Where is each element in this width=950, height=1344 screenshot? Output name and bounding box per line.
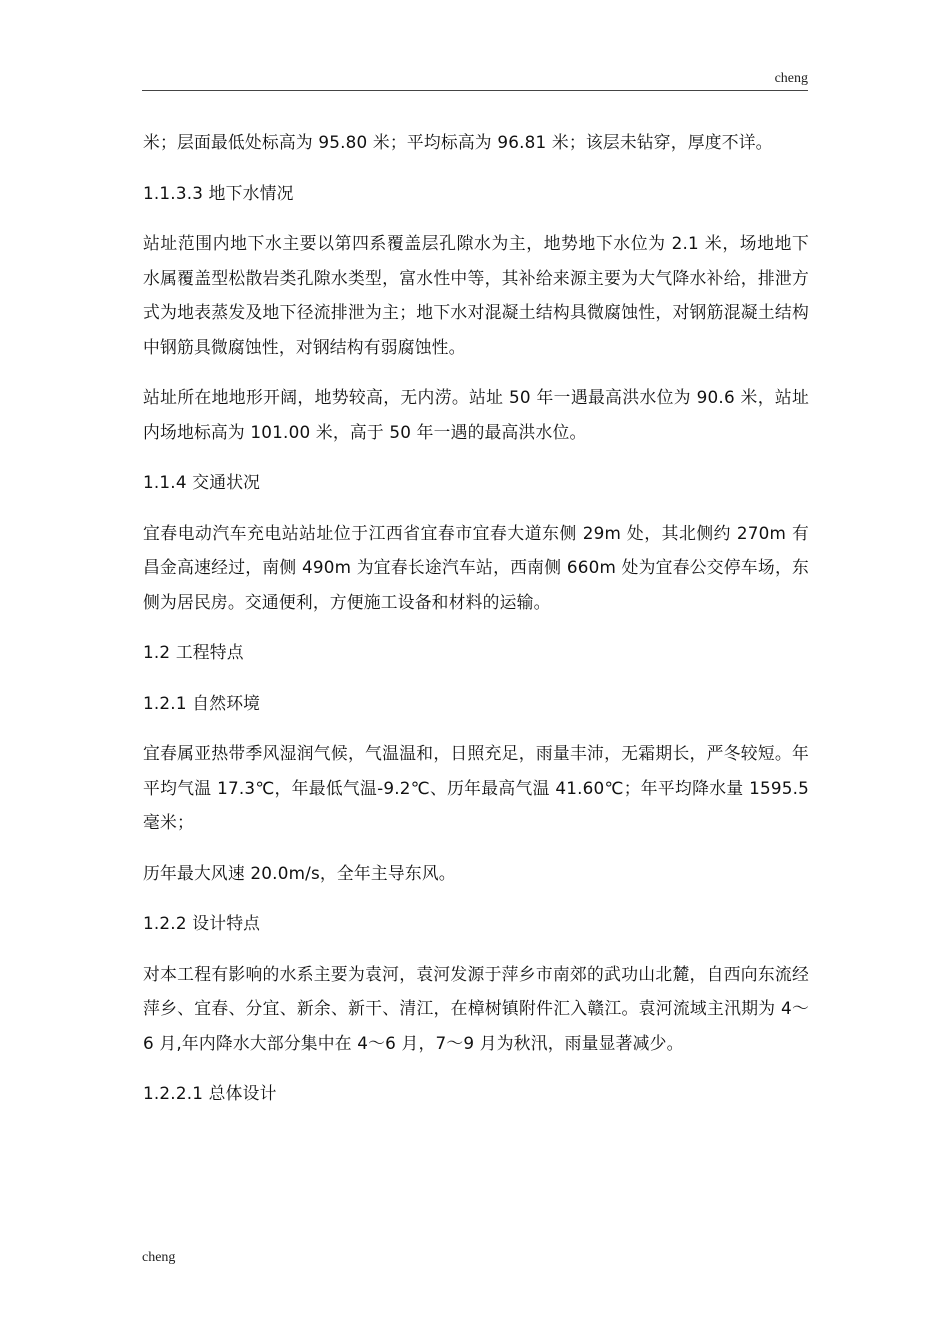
paragraph-river-system: 对本工程有影响的水系主要为袁河，袁河发源于萍乡市南郊的武功山北麓，自西向东流经萍乡、宜春、分宜、新余、新干、清江，在樟树镇附件汇入赣江。袁河流域主汛期为 4～6 月,年内降水大部分集中在 4～6 月，7～9 月为秋汛，雨量显著减少。 bbox=[143, 963, 809, 1053]
paragraph-wind: 历年最大风速 20.0m/s，全年主导东风。 bbox=[143, 862, 456, 883]
page-header-text: cheng bbox=[774, 71, 808, 86]
page-footer-text: cheng bbox=[142, 1250, 176, 1265]
paragraph-traffic: 宜春电动汽车充电站站址位于江西省宜春市宜春大道东侧 29m 处，其北侧约 270m 有昌金高速经过，南侧 490m 为宜春长途汽车站，西南侧 660m 处为宜春公交停车场，东侧为居民房。交通便利，方便施工设备和材料的运输。 bbox=[143, 522, 809, 612]
heading-traffic: 1.1.4 交通状况 bbox=[143, 472, 261, 492]
heading-overall-design: 1.2.2.1 总体设计 bbox=[143, 1083, 277, 1103]
header-divider bbox=[142, 90, 808, 91]
paragraph-layer-elevation: 米；层面最低处标高为 95.80 米；平均标高为 96.81 米；该层未钻穿，厚度不详。 bbox=[143, 132, 773, 152]
paragraph-climate: 宜春属亚热带季风湿润气候，气温温和，日照充足，雨量丰沛，无霜期长，严冬较短。年平均气温 17.3℃，年最低气温-9.2℃、历年最高气温 41.60℃；年平均降水量 1595.5 毫米； bbox=[143, 743, 809, 832]
heading-project-features: 1.2 工程特点 bbox=[143, 642, 244, 662]
heading-natural-environment: 1.2.1 自然环境 bbox=[143, 692, 261, 713]
heading-design-features: 1.2.2 设计特点 bbox=[143, 913, 261, 933]
heading-groundwater: 1.1.3.3 地下水情况 bbox=[143, 182, 294, 203]
paragraph-groundwater: 站址范围内地下水主要以第四系覆盖层孔隙水为主，地势地下水位为 2.1 米，场地地下水属覆盖型松散岩类孔隙水类型，富水性中等，其补给来源主要为大气降水补给，排泄方式为地表蒸发及地下径流排泄为主；地下水对混凝土结构具微腐蚀性，对钢筋混凝土结构中钢筋具微腐蚀性，对钢结构有弱腐蚀性。 bbox=[143, 233, 809, 357]
document-body bbox=[143, 125, 809, 1127]
paragraph-flood-level: 站址所在地地形开阔，地势较高，无内涝。站址 50 年一遇最高洪水位为 90.6 米，站址内场地标高为 101.00 米，高于 50 年一遇的最高洪水位。 bbox=[143, 387, 809, 442]
